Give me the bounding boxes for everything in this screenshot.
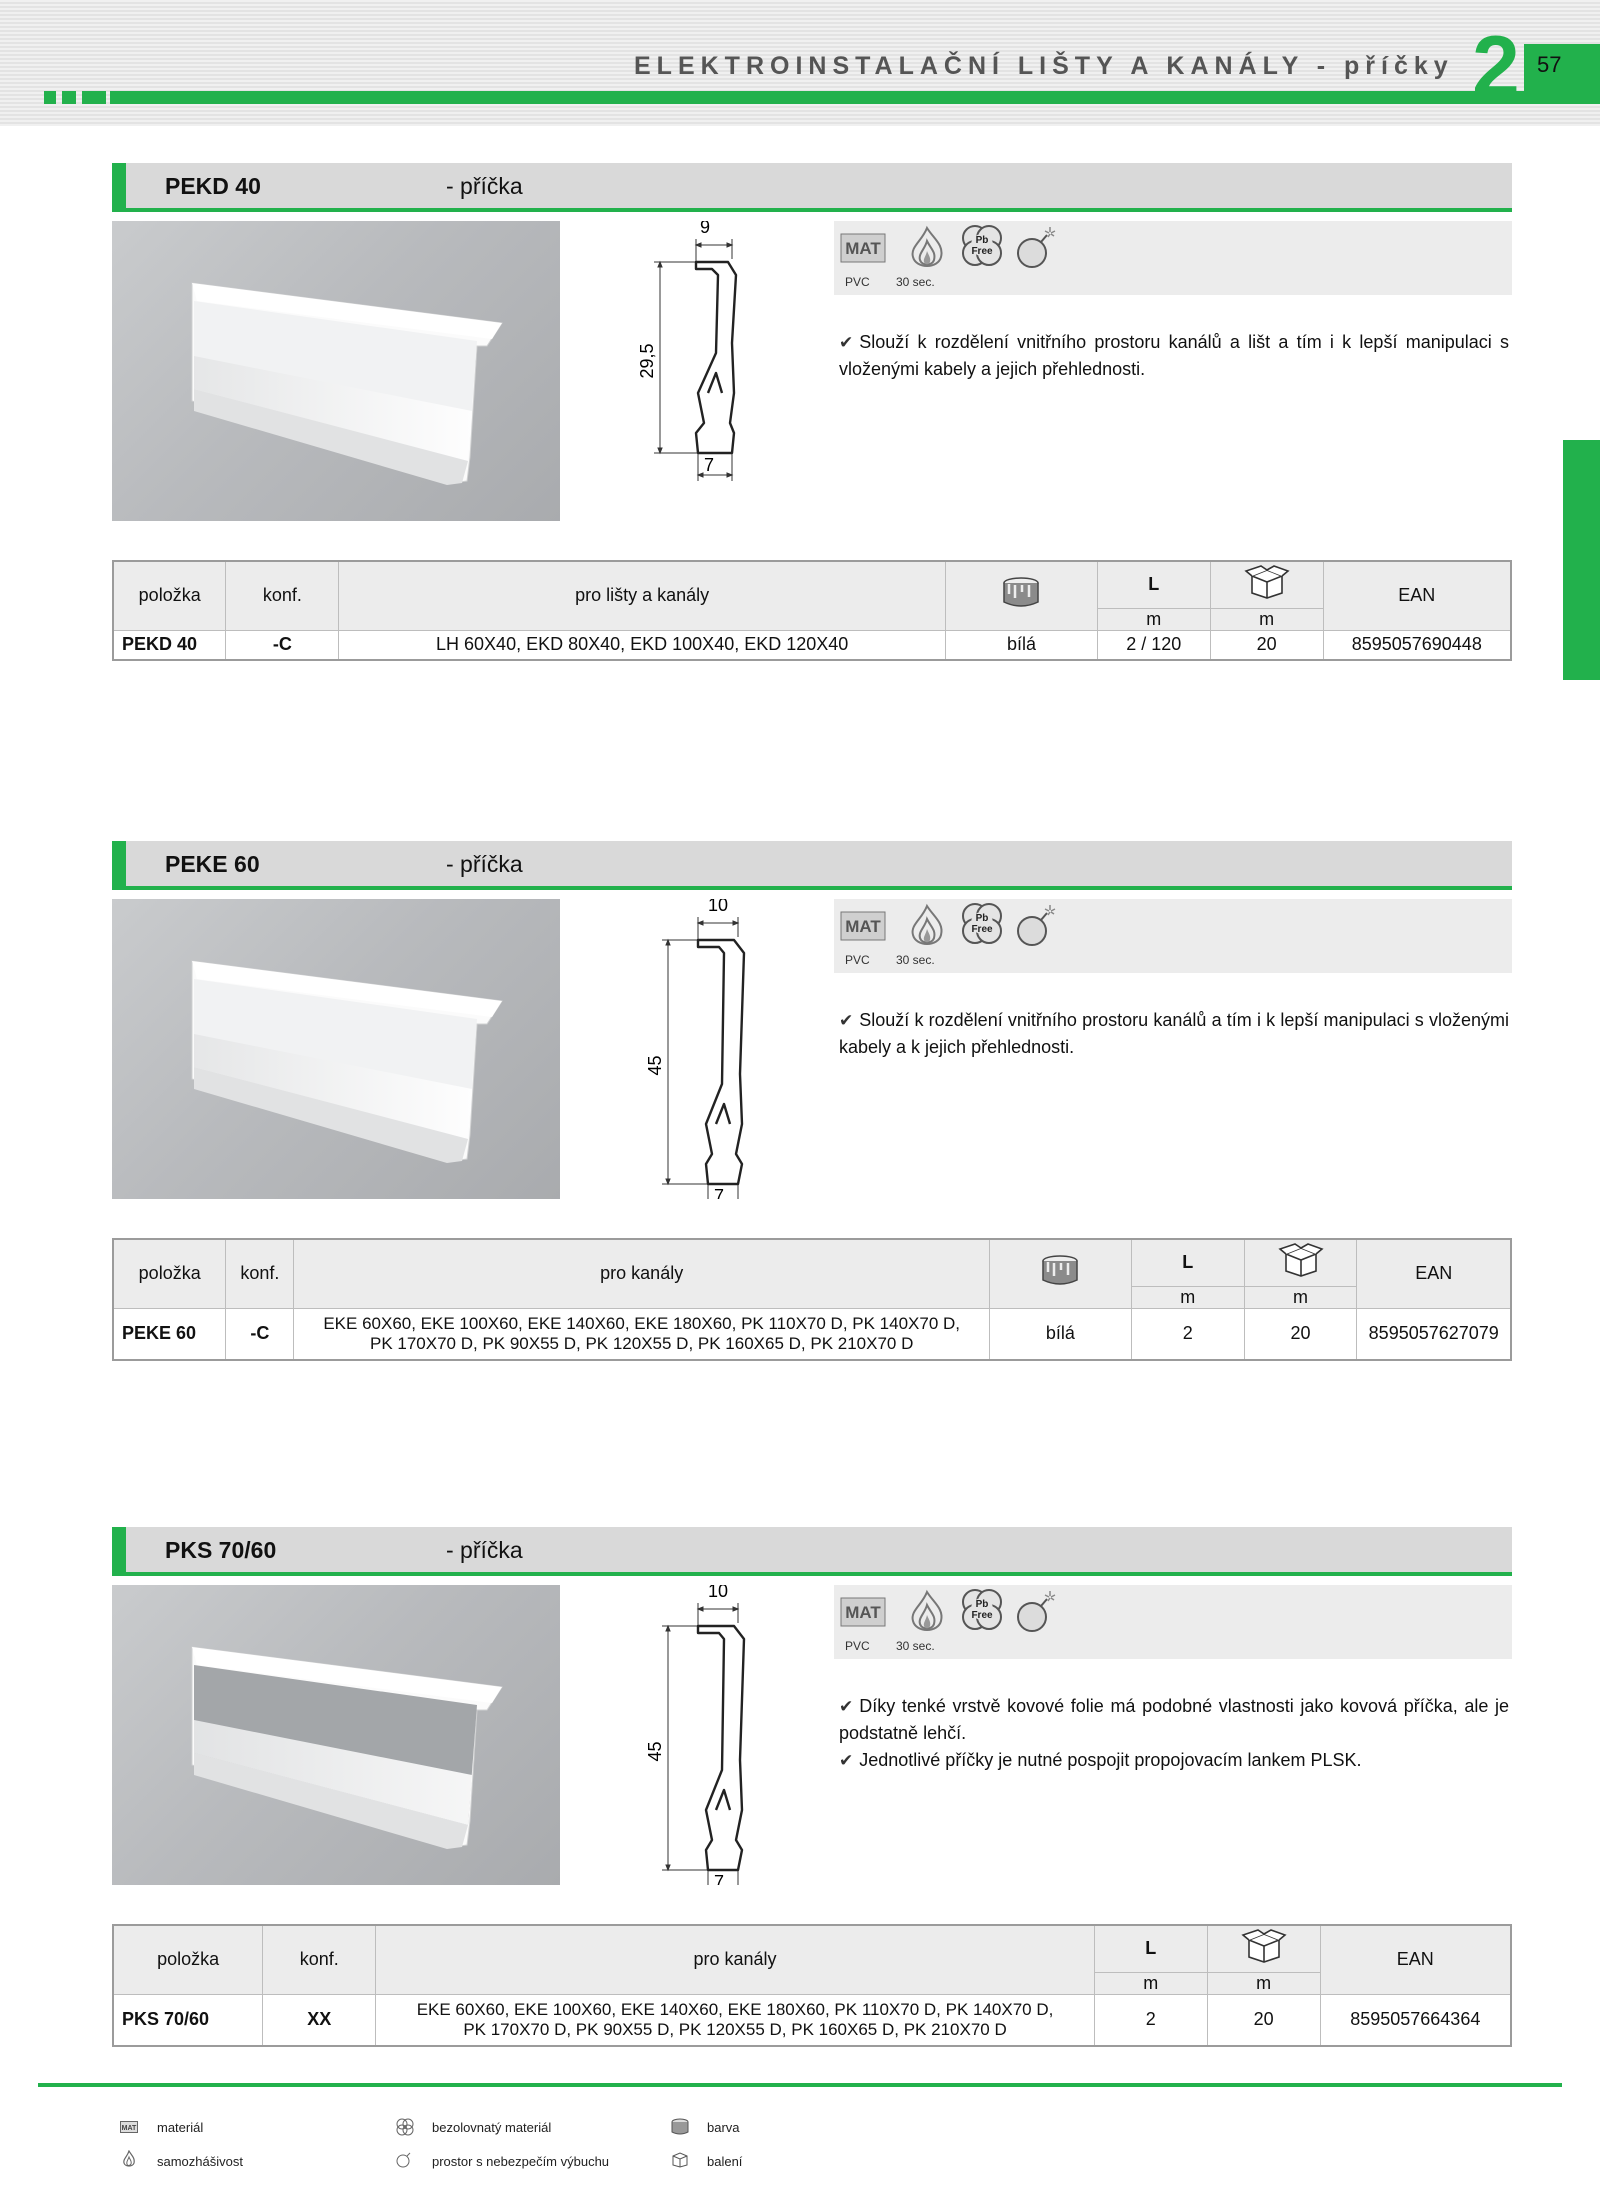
legend-color: barva bbox=[707, 2120, 740, 2135]
header-pack bbox=[1244, 1239, 1357, 1286]
unit-pack: m bbox=[1210, 608, 1323, 630]
product-name: PKS 70/60 bbox=[165, 1537, 277, 1563]
header-length: L bbox=[1094, 1925, 1207, 1972]
mat-icon bbox=[840, 1597, 886, 1627]
section-title-bar bbox=[112, 163, 1512, 212]
legend-lead-free: bezolovnatý materiál bbox=[432, 2120, 552, 2135]
fire-time-label: 30 sec. bbox=[896, 275, 935, 289]
page-header-title: ELEKTROINSTALAČNÍ LIŠTY A KANÁLY - příčky bbox=[634, 52, 1454, 80]
header-ean: EAN bbox=[1320, 1925, 1511, 1994]
header-ean: EAN bbox=[1357, 1239, 1511, 1308]
table-row bbox=[113, 1994, 1511, 2046]
table-row bbox=[113, 1308, 1511, 1360]
table-cell-pack: 20 bbox=[1210, 630, 1323, 660]
cross-section bbox=[612, 899, 872, 1199]
product-photo-image bbox=[112, 221, 560, 521]
bomb-icon bbox=[1014, 1587, 1060, 1635]
product-description bbox=[839, 329, 1509, 383]
lead-free-icon bbox=[395, 2117, 415, 2142]
table-row bbox=[113, 630, 1511, 660]
description-text: Slouží k rozdělení vnitřního prostoru kanálů a tím i k lepší manipulaci s vloženými kabely a k jejich přehlednosti. bbox=[839, 1010, 1509, 1057]
for-line-2: PK 170X70 D, PK 90X55 D, PK 120X55 D, PK 160X65 D, PK 210X70 D bbox=[463, 2019, 1007, 2039]
svg-text:9: 9 bbox=[700, 221, 711, 237]
box-icon bbox=[670, 2150, 690, 2173]
table-cell-item: PEKD 40 bbox=[113, 630, 226, 660]
description-text: Díky tenké vrstvě kovové folie má podobné vlastnosti jako kovová příčka, ale je podstatně lehčí. bbox=[839, 1696, 1509, 1743]
svg-text:7: 7 bbox=[704, 455, 715, 475]
header-item: položka bbox=[113, 1239, 226, 1308]
table-cell-item: PEKE 60 bbox=[113, 1308, 226, 1360]
svg-text:Free: Free bbox=[971, 1610, 993, 1621]
mat-icon bbox=[840, 233, 886, 263]
header-length: L bbox=[1097, 561, 1210, 608]
table-cell-length: 2 bbox=[1131, 1308, 1244, 1360]
description-bullet bbox=[839, 1747, 1509, 1774]
unit-length: m bbox=[1094, 1972, 1207, 1994]
fire-time-label: 30 sec. bbox=[896, 1639, 935, 1653]
product-subtitle: - příčka bbox=[446, 173, 523, 199]
svg-text:Pb: Pb bbox=[975, 1599, 989, 1610]
bomb-icon bbox=[1014, 223, 1060, 271]
lead-free-icon bbox=[958, 223, 1006, 269]
header-pack bbox=[1207, 1925, 1320, 1972]
svg-text:Free: Free bbox=[971, 924, 993, 935]
flame-icon bbox=[120, 2150, 138, 2173]
box-icon bbox=[1241, 1929, 1287, 1963]
table-cell-conf: -C bbox=[226, 630, 339, 660]
description-bullet bbox=[839, 329, 1509, 383]
table-cell-color: bílá bbox=[946, 630, 1098, 660]
table-cell-item: PKS 70/60 bbox=[113, 1994, 263, 2046]
description-text: Jednotlivé příčky je nutné pospojit propojovacím lankem PLSK. bbox=[859, 1750, 1362, 1770]
legend-self-extinguishing: samozhášivost bbox=[157, 2154, 243, 2169]
description-text: Slouží k rozdělení vnitřního prostoru kanálů a lišt a tím i k lepší manipulaci s vloženými kabely a jejich přehlednosti. bbox=[839, 332, 1509, 379]
color-header bbox=[990, 1239, 1132, 1308]
table-cell-for bbox=[376, 1994, 1095, 2046]
cross-section-drawing bbox=[612, 221, 872, 521]
svg-text:Pb: Pb bbox=[975, 235, 989, 246]
table-cell-for: LH 60X40, EKD 80X40, EKD 100X40, EKD 120X40 bbox=[339, 630, 946, 660]
chapter-number: 2 bbox=[1472, 19, 1520, 115]
flame-icon bbox=[904, 1589, 950, 1635]
header-conf: konf. bbox=[263, 1925, 376, 1994]
product-photo-image bbox=[112, 1585, 560, 1885]
box-icon bbox=[1278, 1243, 1324, 1277]
product-section-peke60 bbox=[112, 841, 1512, 1381]
product-name: PEKD 40 bbox=[165, 173, 261, 199]
svg-text:45: 45 bbox=[645, 1741, 665, 1762]
table-cell-conf: -C bbox=[226, 1308, 294, 1360]
table-cell-ean: 8595057690448 bbox=[1323, 630, 1511, 660]
header-for: pro lišty a kanály bbox=[339, 561, 946, 630]
bomb-icon bbox=[395, 2150, 413, 2173]
svg-text:7: 7 bbox=[714, 1872, 725, 1885]
product-subtitle: - příčka bbox=[446, 1537, 523, 1563]
product-section-pekd40 bbox=[112, 163, 1512, 703]
product-section-pks7060 bbox=[112, 1527, 1512, 2067]
product-description bbox=[839, 1007, 1509, 1061]
svg-text:10: 10 bbox=[708, 899, 729, 915]
svg-text:MAT: MAT bbox=[845, 1603, 881, 1622]
property-icon-bar bbox=[834, 221, 1512, 295]
material-label: PVC bbox=[845, 953, 870, 967]
check-icon: ✔ bbox=[839, 333, 854, 352]
svg-text:7: 7 bbox=[714, 1186, 725, 1199]
svg-text:Pb: Pb bbox=[975, 913, 989, 924]
table-cell-ean: 8595057664364 bbox=[1320, 1994, 1511, 2046]
unit-length: m bbox=[1097, 608, 1210, 630]
product-photo-image bbox=[112, 899, 560, 1199]
svg-text:45: 45 bbox=[645, 1055, 665, 1076]
product-photo bbox=[112, 899, 560, 1199]
legend-packaging: balení bbox=[707, 2154, 743, 2169]
check-icon: ✔ bbox=[839, 1697, 854, 1716]
table-cell-pack: 20 bbox=[1244, 1308, 1357, 1360]
lead-free-icon bbox=[958, 901, 1006, 947]
mat-icon bbox=[120, 2120, 138, 2138]
table-cell-color: bílá bbox=[990, 1308, 1132, 1360]
header-pack bbox=[1210, 561, 1323, 608]
svg-text:MAT: MAT bbox=[845, 239, 881, 258]
bomb-icon bbox=[1014, 901, 1060, 949]
product-subtitle: - příčka bbox=[446, 851, 523, 877]
header-dash bbox=[82, 91, 106, 104]
header-dash bbox=[62, 91, 76, 104]
lead-free-icon bbox=[958, 1587, 1006, 1633]
product-description bbox=[839, 1693, 1509, 1774]
table-cell-length: 2 bbox=[1094, 1994, 1207, 2046]
chapter-side-tab bbox=[1563, 440, 1600, 680]
svg-text:10: 10 bbox=[708, 1585, 729, 1601]
property-icon-bar bbox=[834, 1585, 1512, 1659]
cross-section-drawing bbox=[612, 899, 872, 1199]
section-bar-accent bbox=[112, 1527, 126, 1576]
cross-section bbox=[612, 221, 872, 521]
check-icon: ✔ bbox=[839, 1751, 854, 1770]
page-header bbox=[0, 0, 1600, 126]
for-line-1: EKE 60X60, EKE 100X60, EKE 140X60, EKE 180X60, PK 110X70 D, PK 140X70 D, bbox=[323, 1313, 961, 1333]
table-cell-length: 2 / 120 bbox=[1097, 630, 1210, 660]
page-number: 57 bbox=[1537, 52, 1562, 77]
unit-pack: m bbox=[1207, 1972, 1320, 1994]
header-dash bbox=[44, 91, 56, 104]
legend-material: materiál bbox=[157, 2120, 204, 2135]
cross-section-drawing bbox=[612, 1585, 872, 1885]
header-for: pro kanály bbox=[376, 1925, 1095, 1994]
header-item: položka bbox=[113, 1925, 263, 1994]
unit-pack: m bbox=[1244, 1286, 1357, 1308]
chapter-box bbox=[1524, 44, 1600, 92]
section-bar-accent bbox=[112, 841, 126, 890]
material-label: PVC bbox=[845, 1639, 870, 1653]
header-item: položka bbox=[113, 561, 226, 630]
description-bullet bbox=[839, 1693, 1509, 1747]
property-icon-bar bbox=[834, 899, 1512, 973]
paint-can-icon bbox=[1000, 576, 1042, 610]
paint-can-icon bbox=[1039, 1254, 1081, 1288]
section-title-bar bbox=[112, 841, 1512, 890]
svg-text:Free: Free bbox=[971, 246, 993, 257]
material-label: PVC bbox=[845, 275, 870, 289]
cross-section bbox=[612, 1585, 872, 1885]
spec-table bbox=[112, 1238, 1512, 1361]
color-header bbox=[946, 561, 1098, 630]
unit-length: m bbox=[1131, 1286, 1244, 1308]
check-icon: ✔ bbox=[839, 1011, 854, 1030]
section-title-bar bbox=[112, 1527, 1512, 1576]
header-conf: konf. bbox=[226, 561, 339, 630]
for-line-1: EKE 60X60, EKE 100X60, EKE 140X60, EKE 180X60, PK 110X70 D, PK 140X70 D, bbox=[416, 1999, 1054, 2019]
fire-time-label: 30 sec. bbox=[896, 953, 935, 967]
for-line-2: PK 170X70 D, PK 90X55 D, PK 120X55 D, PK 160X65 D, PK 210X70 D bbox=[369, 1333, 914, 1353]
description-bullet bbox=[839, 1007, 1509, 1061]
flame-icon bbox=[904, 225, 950, 271]
flame-icon bbox=[904, 903, 950, 949]
table-cell-pack: 20 bbox=[1207, 1994, 1320, 2046]
box-icon bbox=[1244, 565, 1290, 599]
section-bar-accent bbox=[112, 163, 126, 212]
legend-explosive: prostor s nebezpečím výbuchu bbox=[432, 2154, 610, 2169]
header-conf: konf. bbox=[226, 1239, 294, 1308]
spec-table bbox=[112, 1924, 1512, 2047]
header-green-bar bbox=[110, 91, 1600, 104]
header-for: pro kanály bbox=[294, 1239, 990, 1308]
footer-line bbox=[38, 2083, 1562, 2087]
product-photo bbox=[112, 221, 560, 521]
product-name: PEKE 60 bbox=[165, 851, 260, 877]
svg-text:MAT: MAT bbox=[121, 2125, 137, 2132]
header-length: L bbox=[1131, 1239, 1244, 1286]
table-cell-conf: XX bbox=[263, 1994, 376, 2046]
header-ean: EAN bbox=[1323, 561, 1511, 630]
svg-text:MAT: MAT bbox=[845, 917, 881, 936]
product-photo bbox=[112, 1585, 560, 1885]
mat-icon bbox=[840, 911, 886, 941]
svg-text:29,5: 29,5 bbox=[637, 343, 657, 379]
table-cell-ean: 8595057627079 bbox=[1357, 1308, 1511, 1360]
paint-can-icon bbox=[670, 2118, 690, 2141]
spec-table bbox=[112, 560, 1512, 661]
table-cell-for bbox=[294, 1308, 990, 1360]
